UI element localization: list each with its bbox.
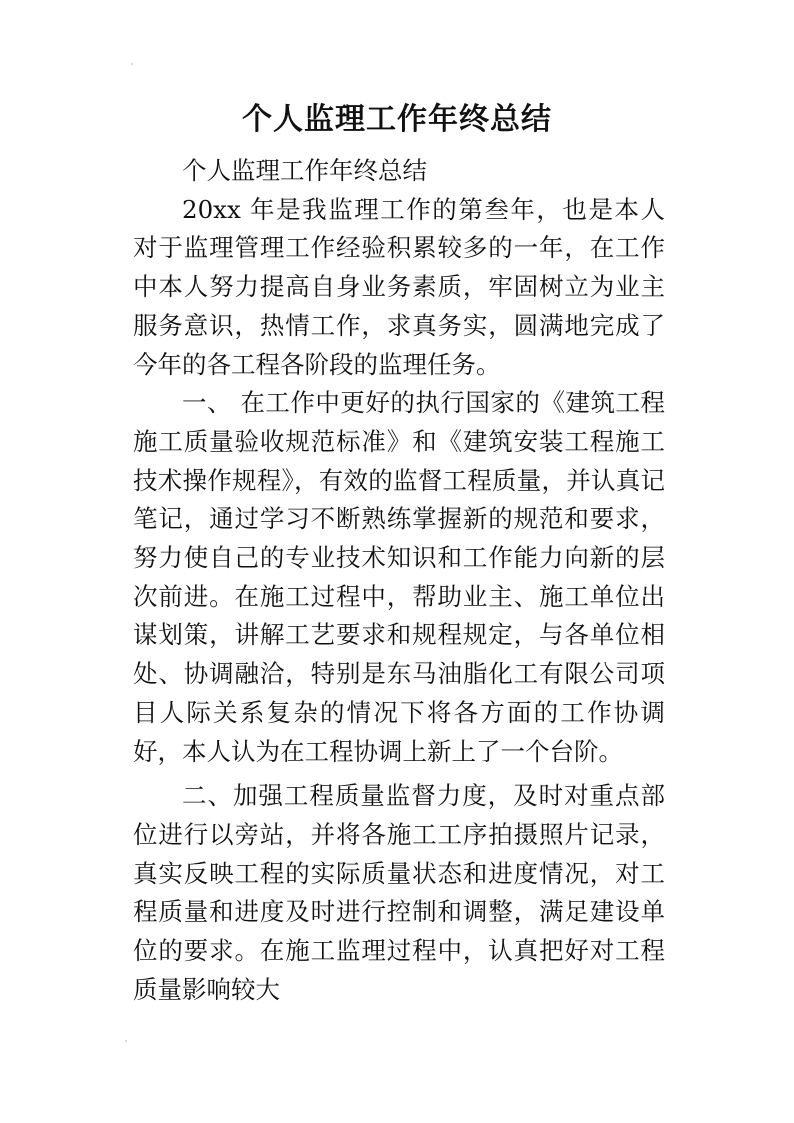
scan-speck	[131, 63, 133, 65]
paragraph-section-two: 二、加强工程质量监督力度，及时对重点部位进行以旁站，并将各施工工序拍摄照片记录，真实反映工程的实际质量状态和进度情况，对工程质量和进度及时进行控制和调整，满足建设单位的要求。在施工监理过程中，认真把好对工程质量影响较大	[133, 781, 665, 1004]
scan-speck	[125, 1040, 127, 1042]
document-title: 个人监理工作年终总结	[242, 102, 552, 137]
document-body	[133, 152, 665, 1009]
paragraph-section-one: 一、 在工作中更好的执行国家的《建筑工程施工质量验收规范标准》和《建筑安装工程施工技术操作规程》，有效的监督工程质量，并认真记笔记，通过学习不断熟练掌握新的规范和要求，努力使自己的专业技术知识和工作能力向新的层次前进。在施工过程中，帮助业主、施工单位出谋划策，讲解工艺要求和规程规定，与各单位相处、协调融洽，特别是东马油脂化工有限公司项目人际关系复杂的情况下将各方面的工作协调好，本人认为在工程协调上新上了一个台阶。	[133, 388, 665, 766]
document-subtitle: 个人监理工作年终总结	[182, 156, 427, 185]
paragraph-intro: 20xx 年是我监理工作的第叁年，也是本人对于监理管理工作经验积累较多的一年，在工作中本人努力提高自身业务素质，牢固树立为业主服务意识，热情工作，求真务实，圆满地完成了今年的各工程各阶段的监理任务。	[133, 194, 665, 379]
